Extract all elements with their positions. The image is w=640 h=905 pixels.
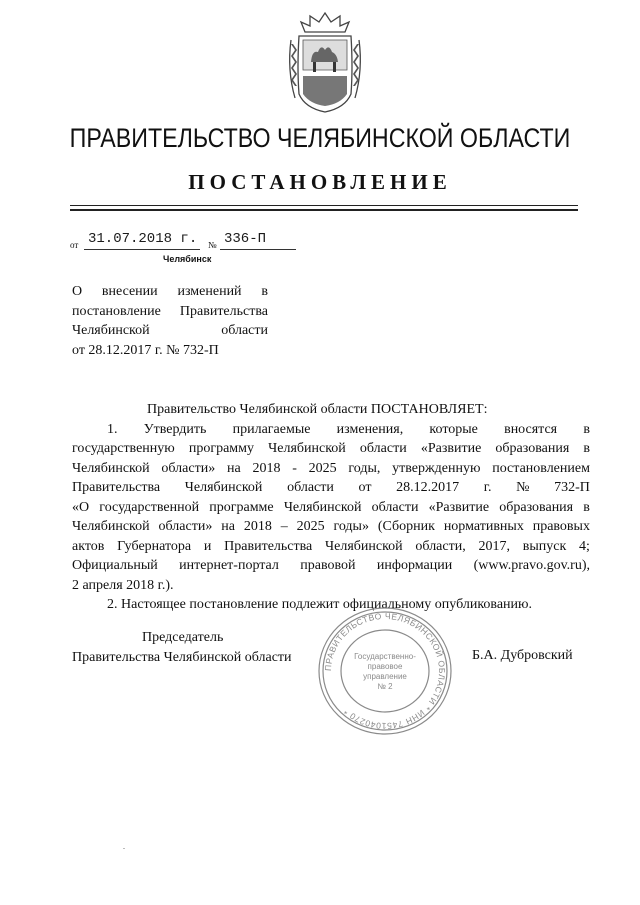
signatory-position: [72, 628, 292, 667]
seal-ring-text: ПРАВИТЕЛЬСТВО ЧЕЛЯБИНСКОЙ ОБЛАСТИ * ИНН 7451040270 *: [322, 610, 448, 732]
resolution-item-2: 2. Настоящее постановление подлежит официальному опубликованию.: [107, 597, 532, 612]
item1-line: актов Губернатора и Правительства Челябинской области, 2017, выпуск 4;: [72, 538, 590, 554]
item1-line: государственную программу Челябинской области «Развитие образования в: [72, 441, 590, 456]
number-label: №: [208, 240, 217, 250]
document-body: [72, 400, 590, 615]
document-number: 336-П: [224, 231, 267, 247]
subject-line: О внесении изменений в: [72, 284, 268, 299]
position-line-2: Правительства Челябинской области: [72, 649, 292, 665]
resolution-intro: Правительство Челябинской области ПОСТАНОВЛЯЕТ:: [147, 402, 488, 417]
registration-line: [70, 231, 330, 253]
seal-center-line: правовое: [367, 662, 403, 671]
government-title: ПРАВИТЕЛЬСТВО ЧЕЛЯБИНСКОЙ ОБЛАСТИ: [69, 123, 571, 153]
document-type: ПОСТАНОВЛЕНИЕ: [188, 170, 452, 194]
resolution-item-1: [72, 420, 590, 596]
official-seal-stamp: [315, 605, 455, 737]
document-subject: [72, 282, 268, 360]
position-line-1: Председатель: [142, 630, 224, 645]
item1-line: 2 апреля 2018 г.).: [72, 577, 174, 593]
signatory-name: Б.А. Дубровский: [472, 648, 573, 663]
header-rule-thick: [70, 209, 578, 211]
subject-line: от 28.12.2017 г. № 732-П: [72, 342, 219, 358]
number-underline: [220, 249, 296, 250]
seal-center-line: № 2: [377, 682, 393, 691]
seal-center-line: Государственно-: [354, 652, 416, 661]
date-underline: [84, 249, 200, 250]
item1-line: 1. Утвердить прилагаемые изменения, которые вносятся в: [107, 421, 590, 437]
city-label: Челябинск: [163, 254, 212, 264]
seal-center-line: управление: [363, 672, 407, 681]
document-date: 31.07.2018 г.: [88, 231, 198, 247]
scan-speck: [123, 848, 125, 849]
item1-line: Официальный интернет-портал правовой информации (www.pravo.gov.ru),: [72, 558, 590, 573]
coat-of-arms-icon: [285, 10, 365, 115]
subject-line: Челябинской области: [72, 323, 268, 338]
item1-line: «О государственной программе Челябинской области «Развитие образования в: [72, 499, 590, 515]
header-rule-thin: [70, 205, 578, 206]
subject-line: постановление Правительства: [72, 303, 268, 319]
from-label: от: [70, 240, 79, 250]
item1-line: Челябинской области» на 2018 – 2025 годы» (Сборник нормативных правовых: [72, 519, 590, 534]
item1-line: Челябинской области» на 2018 - 2025 годы, утвержденную постановлением: [72, 460, 590, 476]
item1-line: Правительства Челябинской области от 28.12.2017 г. № 732-П: [72, 480, 590, 495]
